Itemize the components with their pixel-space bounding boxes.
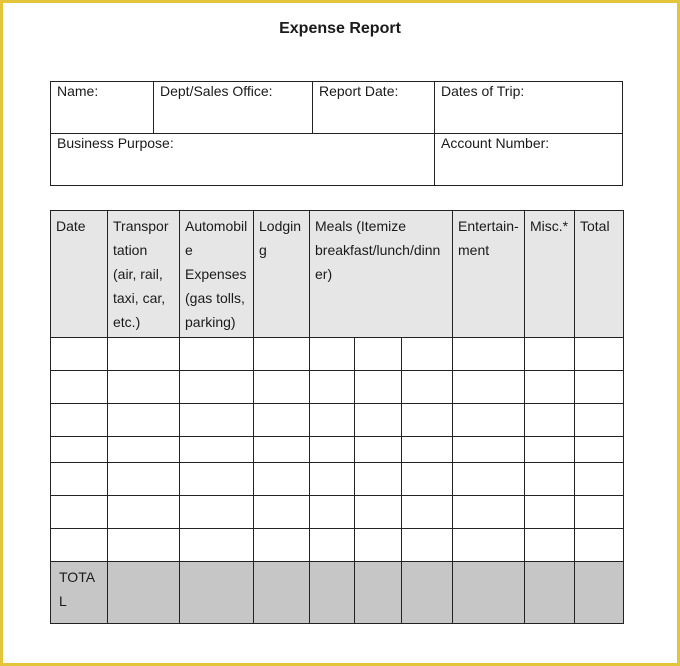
cell[interactable] [575, 529, 624, 562]
cell[interactable] [254, 404, 310, 437]
total-cell[interactable] [575, 562, 624, 624]
col-lodging: Lodgin g [254, 211, 310, 338]
col-transportation: Transpor tation (air, rail, taxi, car, etc.) [108, 211, 180, 338]
cell[interactable] [525, 529, 575, 562]
total-cell[interactable] [453, 562, 525, 624]
col-date: Date [51, 211, 108, 338]
header-row [51, 211, 624, 338]
cell[interactable] [310, 463, 355, 496]
cell[interactable] [180, 371, 254, 404]
cell[interactable] [254, 496, 310, 529]
total-label: TOTA L [51, 562, 108, 624]
cell[interactable] [402, 338, 453, 371]
cell[interactable] [108, 371, 180, 404]
cell[interactable] [575, 496, 624, 529]
cell[interactable] [108, 404, 180, 437]
total-cell[interactable] [310, 562, 355, 624]
cell[interactable] [108, 529, 180, 562]
cell[interactable] [254, 371, 310, 404]
cell[interactable] [355, 437, 402, 463]
cell[interactable] [402, 496, 453, 529]
cell[interactable] [310, 338, 355, 371]
cell[interactable] [453, 529, 525, 562]
col-misc: Misc.* [525, 211, 575, 338]
cell[interactable] [575, 404, 624, 437]
cell[interactable] [310, 371, 355, 404]
cell[interactable] [355, 338, 402, 371]
table-row [51, 529, 624, 562]
cell[interactable] [453, 404, 525, 437]
table-row [51, 371, 624, 404]
name-label: Name: [57, 83, 99, 99]
col-meals: Meals (Itemize breakfast/lunch/dinn er) [310, 211, 453, 338]
cell[interactable] [310, 437, 355, 463]
cell[interactable] [525, 371, 575, 404]
cell[interactable] [180, 338, 254, 371]
cell[interactable] [51, 338, 108, 371]
cell[interactable] [525, 496, 575, 529]
cell[interactable] [402, 371, 453, 404]
cell[interactable] [254, 437, 310, 463]
cell[interactable] [254, 463, 310, 496]
expense-table [50, 210, 624, 624]
cell[interactable] [575, 463, 624, 496]
cell[interactable] [51, 404, 108, 437]
cell[interactable] [355, 463, 402, 496]
table-row [51, 404, 624, 437]
cell[interactable] [310, 496, 355, 529]
name-field[interactable] [50, 81, 154, 134]
cell[interactable] [180, 496, 254, 529]
cell[interactable] [108, 496, 180, 529]
total-cell[interactable] [355, 562, 402, 624]
cell[interactable] [355, 404, 402, 437]
cell[interactable] [402, 529, 453, 562]
cell[interactable] [108, 338, 180, 371]
cell[interactable] [575, 371, 624, 404]
cell[interactable] [51, 463, 108, 496]
cell[interactable] [310, 529, 355, 562]
cell[interactable] [453, 496, 525, 529]
dept-label: Dept/Sales Office: [160, 83, 273, 99]
table-row [51, 463, 624, 496]
account-number-label: Account Number: [441, 135, 550, 151]
col-automobile: Automobil e Expenses (gas tolls, parking) [180, 211, 254, 338]
cell[interactable] [525, 404, 575, 437]
cell[interactable] [402, 437, 453, 463]
cell[interactable] [525, 338, 575, 371]
business-purpose-label: Business Purpose: [57, 135, 174, 151]
cell[interactable] [51, 496, 108, 529]
cell[interactable] [180, 404, 254, 437]
cell[interactable] [575, 338, 624, 371]
dates-of-trip-field[interactable] [434, 81, 623, 134]
cell[interactable] [310, 404, 355, 437]
business-purpose-field[interactable] [50, 133, 435, 186]
cell[interactable] [355, 496, 402, 529]
account-number-field[interactable] [434, 133, 623, 186]
total-cell[interactable] [180, 562, 254, 624]
dates-of-trip-label: Dates of Trip: [441, 83, 525, 99]
cell[interactable] [525, 463, 575, 496]
cell[interactable] [402, 404, 453, 437]
cell[interactable] [180, 529, 254, 562]
total-cell[interactable] [254, 562, 310, 624]
cell[interactable] [453, 437, 525, 463]
cell[interactable] [525, 437, 575, 463]
info-table [50, 81, 623, 186]
cell[interactable] [108, 437, 180, 463]
col-total: Total [575, 211, 624, 338]
cell[interactable] [254, 338, 310, 371]
total-cell[interactable] [525, 562, 575, 624]
page-title: Expense Report [279, 20, 401, 37]
total-row [51, 562, 624, 624]
cell[interactable] [402, 463, 453, 496]
cell[interactable] [254, 529, 310, 562]
cell[interactable] [180, 437, 254, 463]
cell[interactable] [51, 437, 108, 463]
table-row [51, 496, 624, 529]
cell[interactable] [51, 371, 108, 404]
cell[interactable] [453, 338, 525, 371]
dept-field[interactable] [153, 81, 313, 134]
cell[interactable] [180, 463, 254, 496]
cell[interactable] [575, 437, 624, 463]
report-date-label: Report Date: [319, 83, 399, 99]
table-row [51, 338, 624, 371]
cell[interactable] [51, 529, 108, 562]
col-entertainment: Entertain- ment [453, 211, 525, 338]
total-cell[interactable] [402, 562, 453, 624]
report-date-field[interactable] [312, 81, 435, 134]
cell[interactable] [453, 463, 525, 496]
cell[interactable] [355, 371, 402, 404]
total-cell[interactable] [108, 562, 180, 624]
cell[interactable] [453, 371, 525, 404]
cell[interactable] [108, 463, 180, 496]
cell[interactable] [355, 529, 402, 562]
table-row [51, 437, 624, 463]
